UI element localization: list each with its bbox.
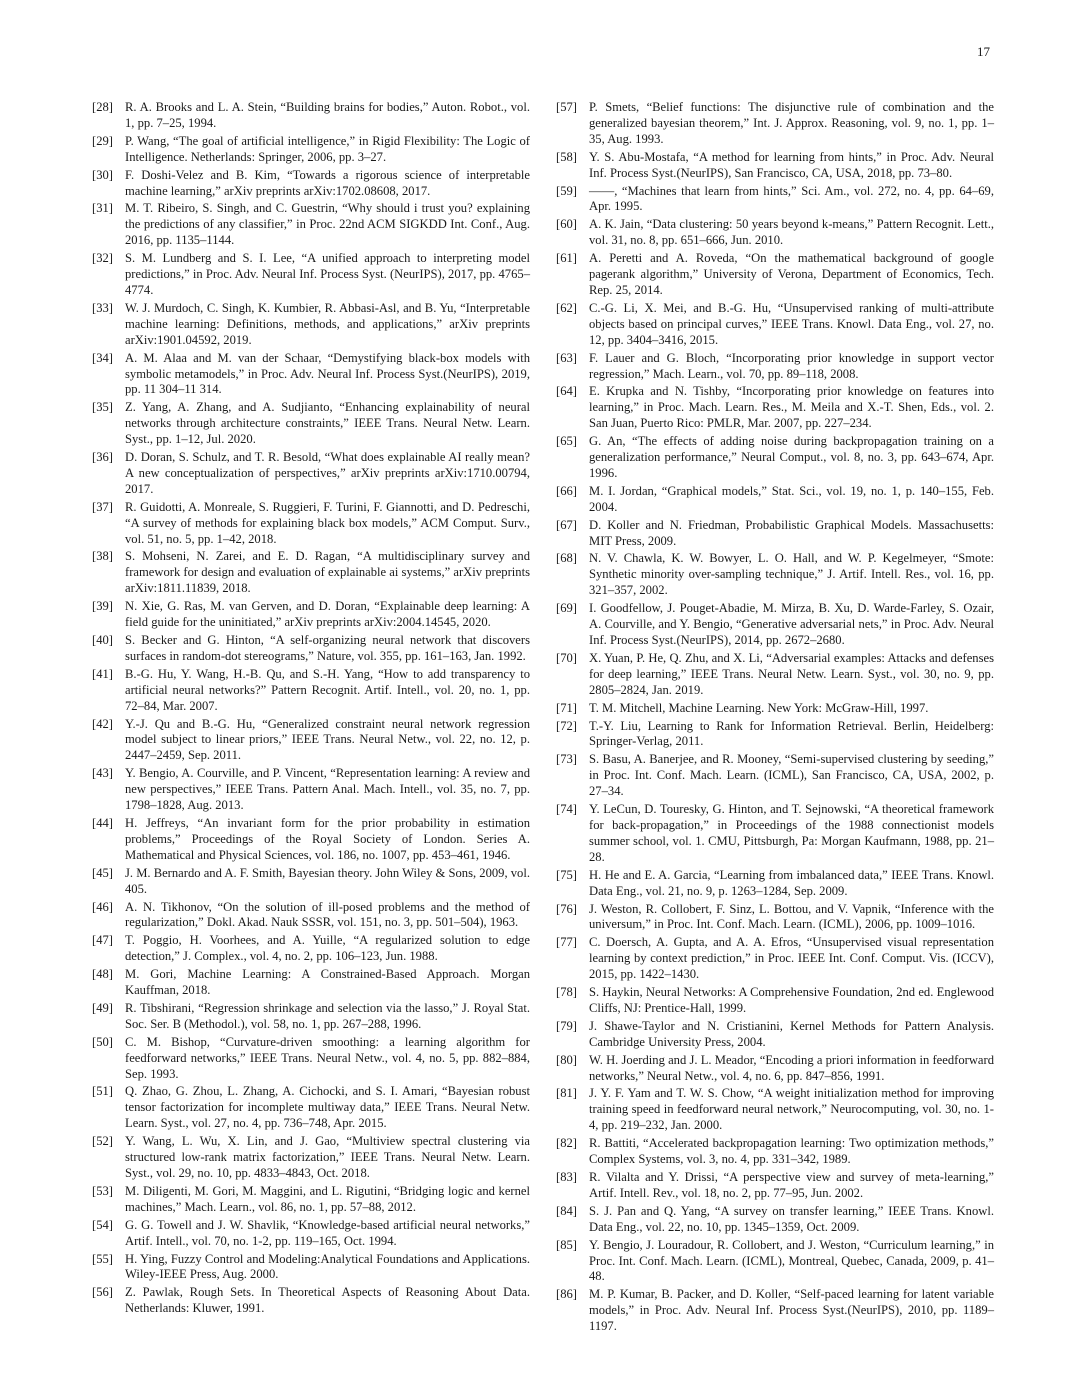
reference-number: [41] (92, 666, 113, 681)
reference-number: [73] (556, 752, 577, 767)
reference-number: [70] (556, 650, 577, 665)
reference-entry (92, 633, 530, 665)
reference-text: A. Peretti and A. Roveda, “On the mathematical background of google pagerank algorithm,” University of Verona, Department of Economics, Tech. Rep. 25, 2014. (589, 251, 994, 297)
reference-text: Z. Yang, A. Zhang, and A. Sudjianto, “Enhancing explainability of neural networks through architecture constraints,” IEEE Trans. Neural Netw. Learn. Syst., pp. 1–12, Jul. 2020. (125, 400, 530, 447)
reference-entry (92, 351, 530, 399)
reference-number: [44] (92, 815, 113, 830)
reference-text: R. Guidotti, A. Monreale, S. Ruggieri, F. Turini, F. Giannotti, and D. Pedreschi, “A survey of methods for explaining black box models,” ACM Comput. Surv., vol. 51, no. 5, pp. 1–42, 2018. (125, 499, 530, 546)
reference-text: G. An, “The effects of adding noise during backpropagation training on a generalization performance,” Neural Comput., vol. 8, no. 3, pp. 643–674, Apr. 1996. (589, 434, 994, 480)
reference-number: [62] (556, 300, 577, 315)
reference-text: T. M. Mitchell, Machine Learning. New York: McGraw-Hill, 1997. (589, 700, 929, 715)
reference-number: [40] (92, 633, 113, 647)
reference-text: H. Jeffreys, “An invariant form for the prior probability in estimation problems,” Proceedings of the Royal Society of London. Series A. Mathematical and Physical Sciences, vol. 186, no. 1007, pp. 453–461, 1946. (125, 815, 530, 862)
reference-text: N. Xie, G. Ras, M. van Gerven, and D. Doran, “Explainable deep learning: A field guide for the uninitiated,” arXiv preprints arXiv:2004.14545, 2020. (125, 599, 530, 630)
reference-text: R. Tibshirani, “Regression shrinkage and selection via the lasso,” J. Royal Stat. Soc. Ser. B (Methodol.), vol. 58, no. 1, pp. 267–288, 1996. (125, 1000, 530, 1031)
reference-entry (556, 1287, 994, 1335)
reference-text: C. Doersch, A. Gupta, and A. A. Efros, “Unsupervised visual representation learning by context prediction,” in Proc. IEEE Int. Conf. Comput. Vis. (ICCV), 2015, pp. 1422–1430. (589, 935, 994, 982)
reference-entry (92, 816, 530, 864)
reference-text: S. Haykin, Neural Networks: A Comprehensive Foundation, 2nd ed. Englewood Cliffs, NJ: Prentice-Hall, 1999. (589, 985, 994, 1015)
reference-text: R. Battiti, “Accelerated backpropagation learning: Two optimization methods,” Complex Systems, vol. 3, no. 4, pp. 331–342, 1989. (589, 1136, 994, 1167)
reference-text: W. H. Joerding and J. L. Meador, “Encoding a priori information in feedforward networks,” Neural Netw., vol. 4, no. 6, pp. 847–856, 1991. (589, 1052, 994, 1083)
reference-number: [86] (556, 1287, 577, 1302)
reference-text: R. A. Brooks and L. A. Stein, “Building brains for bodies,” Auton. Robot., vol. 1, pp. 7–25, 1994. (125, 100, 530, 130)
reference-entry (556, 184, 994, 216)
reference-number: [85] (556, 1237, 577, 1252)
reference-entry (92, 599, 530, 631)
reference-number: [58] (556, 149, 577, 164)
reference-number: [64] (556, 384, 577, 399)
reference-text: M. Diligenti, M. Gori, M. Maggini, and L. Rigutini, “Bridging logic and kernel machines,” Mach. Learn., vol. 86, no. 1, pp. 57–88, 2012. (125, 1183, 530, 1214)
reference-text: G. G. Towell and J. W. Shavlik, “Knowledge-based artificial neural networks,” Artif. Intell., vol. 70, no. 1-2, pp. 119–165, Oct. 1994. (125, 1217, 530, 1248)
reference-number: [49] (92, 1000, 113, 1015)
reference-entry (92, 100, 530, 132)
reference-entry (556, 551, 994, 599)
references-left-column (92, 100, 530, 1319)
reference-entry (92, 1134, 530, 1182)
reference-number: [47] (92, 933, 113, 948)
reference-text: M. T. Ribeiro, S. Singh, and C. Guestrin, “Why should i trust you? explaining the predictions of any classifier,” in Proc. 22nd ACM SIGKDD Int. Conf., Aug. 2016, pp. 1135–1144. (125, 201, 530, 248)
reference-text: H. He and E. A. Garcia, “Learning from imbalanced data,” IEEE Trans. Knowl. Data Eng., vol. 21, no. 9, p. 1263–1284, Sep. 2009. (589, 867, 994, 898)
reference-number: [71] (556, 700, 577, 715)
reference-number: [68] (556, 551, 577, 566)
reference-entry (556, 1170, 994, 1202)
reference-number: [28] (92, 100, 113, 114)
reference-text: M. P. Kumar, B. Packer, and D. Koller, “Self-paced learning for latent variable models,” in Proc. Adv. Neural Inf. Process Syst.(NeurIPS), 2010, pp. 1189–1197. (589, 1287, 994, 1334)
reference-entry (92, 900, 530, 932)
reference-entry (556, 985, 994, 1017)
reference-number: [32] (92, 251, 113, 266)
reference-entry (556, 719, 994, 751)
reference-entry (92, 450, 530, 498)
reference-entry (556, 434, 994, 482)
reference-entry (92, 201, 530, 249)
reference-text: M. I. Jordan, “Graphical models,” Stat. Sci., vol. 19, no. 1, p. 140–155, Feb. 2004. (589, 483, 994, 514)
reference-number: [36] (92, 450, 113, 465)
reference-entry (556, 1238, 994, 1286)
reference-text: R. Vilalta and Y. Drissi, “A perspective view and survey of meta-learning,” Artif. Intell. Rev., vol. 18, no. 2, pp. 77–95, Jun. 2002. (589, 1170, 994, 1200)
reference-number: [84] (556, 1203, 577, 1218)
reference-text: Y.-J. Qu and B.-G. Hu, “Generalized constraint neural network regression model subject to linear priors,” IEEE Trans. Neural Netw., vol. 22, no. 12, p. 2447–2459, Sep. 2011. (125, 716, 530, 763)
reference-entry (92, 168, 530, 200)
reference-entry (92, 400, 530, 448)
reference-number: [31] (92, 201, 113, 216)
page-number: 17 (977, 44, 990, 59)
reference-number: [66] (556, 483, 577, 498)
reference-number: [56] (92, 1285, 113, 1300)
reference-text: A. K. Jain, “Data clustering: 50 years beyond k-means,” Pattern Recognit. Lett., vol. 31, no. 8, pp. 651–666, Jun. 2010. (589, 217, 994, 248)
reference-text: H. Ying, Fuzzy Control and Modeling:Analytical Foundations and Applications. Wiley-IEEE Press, Aug. 2000. (125, 1251, 530, 1282)
reference-entry (556, 651, 994, 699)
reference-text: D. Koller and N. Friedman, Probabilistic Graphical Models. Massachusetts: MIT Press, 2009. (589, 517, 994, 548)
reference-entry (556, 484, 994, 516)
reference-entry (92, 1252, 530, 1284)
reference-entry (92, 766, 530, 814)
reference-number: [53] (92, 1183, 113, 1198)
reference-text: C. M. Bishop, “Curvature-driven smoothing: a learning algorithm for feedforward networks,” IEEE Trans. Neural Netw., vol. 4, no. 5, pp. 882–884, Sep. 1993. (125, 1034, 530, 1081)
reference-text: Y. Bengio, J. Louradour, R. Collobert, and J. Weston, “Curriculum learning,” in Proc. Int. Conf. Mach. Learn. (ICML), Montreal, Quebec, Canada, 2009, p. 41–48. (589, 1237, 994, 1284)
reference-entry (556, 351, 994, 383)
reference-entry (556, 802, 994, 866)
reference-text: A. N. Tikhonov, “On the solution of ill-posed problems and the method of regularization,” Dokl. Akad. Nauk SSSR, vol. 151, no. 3, pp. 501–504), 1963. (125, 899, 530, 930)
reference-number: [35] (92, 400, 113, 415)
reference-number: [78] (556, 985, 577, 1000)
reference-text: F. Lauer and G. Bloch, “Incorporating prior knowledge in support vector regression,” Mach. Learn., vol. 70, pp. 89–118, 2008. (589, 350, 994, 381)
reference-number: [39] (92, 599, 113, 614)
reference-text: I. Goodfellow, J. Pouget-Abadie, M. Mirza, B. Xu, D. Warde-Farley, S. Ozair, A. Courville, and Y. Bengio, “Generative adversarial nets,” in Proc. Adv. Neural Inf. Process Syst.(NeurIPS), 2014, pp. 2672–2680. (589, 601, 994, 647)
reference-entry (556, 150, 994, 182)
reference-number: [45] (92, 865, 113, 880)
reference-entry (92, 500, 530, 548)
reference-number: [51] (92, 1084, 113, 1099)
reference-number: [37] (92, 499, 113, 514)
reference-number: [63] (556, 350, 577, 365)
reference-entry (92, 549, 530, 597)
reference-text: Y. LeCun, D. Touresky, G. Hinton, and T. Sejnowski, “A theoretical framework for back-propagation,” in Proceedings of the 1988 connectionist models summer school, vol. 1. CMU, Pittsburgh, Pa: Morgan Kaufmann, 1988, pp. 21–28. (589, 802, 994, 864)
reference-entry (556, 1136, 994, 1168)
reference-text: T. Poggio, H. Voorhees, and A. Yuille, “A regularized solution to edge detection,” J. Complex., vol. 4, no. 2, pp. 106–123, Jun. 1988. (125, 933, 530, 964)
reference-entry (556, 701, 994, 717)
reference-text: S. J. Pan and Q. Yang, “A survey on transfer learning,” IEEE Trans. Knowl. Data Eng., vol. 22, no. 10, pp. 1345–1359, Oct. 2009. (589, 1203, 994, 1234)
reference-number: [34] (92, 350, 113, 365)
reference-number: [82] (556, 1136, 577, 1151)
reference-number: [43] (92, 766, 113, 781)
reference-number: [79] (556, 1018, 577, 1033)
reference-text: J. M. Bernardo and A. F. Smith, Bayesian theory. John Wiley & Sons, 2009, vol. 405. (125, 865, 530, 896)
reference-entry (556, 1019, 994, 1051)
reference-entry (556, 1053, 994, 1085)
reference-text: X. Yuan, P. He, Q. Zhu, and X. Li, “Adversarial examples: Attacks and defenses for deep learning,” IEEE Trans. Neural Netw. Learn. Syst., vol. 30, no. 9, pp. 2805–2824, Jan. 2019. (589, 650, 994, 697)
reference-text: W. J. Murdoch, C. Singh, K. Kumbier, R. Abbasi-Asl, and B. Yu, “Interpretable machine learning: Definitions, methods, and applications,” arXiv preprints arXiv:1901.04592, 2019. (125, 300, 530, 347)
reference-entry (92, 1035, 530, 1083)
reference-text: Y. Bengio, A. Courville, and P. Vincent, “Representation learning: A review and new perspectives,” IEEE Trans. Pattern Anal. Mach. Intell., vol. 35, no. 7, pp. 1798–1828, Aug. 2013. (125, 766, 530, 813)
reference-text: P. Smets, “Belief functions: The disjunctive rule of combination and the generalized bayesian theorem,” Int. J. Approx. Reasoning, vol. 9, no. 1, pp. 1–35, Aug. 1993. (589, 100, 994, 146)
reference-text: Z. Pawlak, Rough Sets. In Theoretical Aspects of Reasoning About Data. Netherlands: Kluwer, 1991. (125, 1285, 530, 1316)
reference-entry (92, 301, 530, 349)
reference-entry (556, 301, 994, 349)
reference-entry (556, 251, 994, 299)
reference-text: J. Shawe-Taylor and N. Cristianini, Kernel Methods for Pattern Analysis. Cambridge University Press, 2004. (589, 1018, 994, 1049)
reference-text: D. Doran, S. Schulz, and T. R. Besold, “What does explainable AI really mean? A new conceptualization of perspectives,” arXiv preprints arXiv:1710.00794, 2017. (125, 450, 530, 496)
reference-entry (556, 752, 994, 800)
reference-number: [75] (556, 867, 577, 882)
reference-text: S. M. Lundberg and S. I. Lee, “A unified approach to interpreting model predictions,” in Proc. Adv. Neural Inf. Process Syst. (NeurIPS), 2017, pp. 4765–4774. (125, 251, 530, 297)
references-right-column (556, 100, 994, 1337)
reference-entry (92, 1001, 530, 1033)
reference-entry (556, 868, 994, 900)
reference-entry (556, 1086, 994, 1134)
reference-entry (556, 384, 994, 432)
reference-entry (92, 1184, 530, 1216)
reference-number: [77] (556, 935, 577, 950)
reference-number: [69] (556, 601, 577, 616)
reference-number: [74] (556, 802, 577, 817)
reference-entry (556, 217, 994, 249)
reference-number: [67] (556, 517, 577, 532)
reference-text: Q. Zhao, G. Zhou, L. Zhang, A. Cichocki, and S. I. Amari, “Bayesian robust tensor factorization for incomplete multiway data,” IEEE Trans. Neural Netw. Learn. Syst., vol. 27, no. 4, pp. 736–748, Apr. 2015. (125, 1084, 530, 1131)
reference-number: [38] (92, 549, 113, 564)
reference-text: J. Weston, R. Collobert, F. Sinz, L. Bottou, and V. Vapnik, “Inference with the universum,” in Proc. Int. Conf. Mach. Learn. (ICML), 2006, pp. 1009–1016. (589, 901, 994, 932)
reference-entry (556, 601, 994, 649)
reference-entry (92, 717, 530, 765)
reference-text: B.-G. Hu, Y. Wang, H.-B. Qu, and S.-H. Yang, “How to add transparency to artificial neural networks?” Pattern Recognit. Artif. Intell., vol. 20, no. 1, pp. 72–84, Mar. 2007. (125, 666, 530, 713)
reference-number: [81] (556, 1086, 577, 1101)
reference-entry (92, 1285, 530, 1317)
reference-number: [83] (556, 1170, 577, 1184)
reference-entry (556, 100, 994, 148)
reference-entry (92, 251, 530, 299)
reference-text: N. V. Chawla, K. W. Bowyer, L. O. Hall, and W. P. Kegelmeyer, “Smote: Synthetic minority over-sampling technique,” J. Artif. Intell. Res., vol. 16, pp. 321–357, 2002. (589, 551, 994, 598)
reference-number: [80] (556, 1052, 577, 1067)
reference-entry (92, 667, 530, 715)
reference-number: [55] (92, 1251, 113, 1266)
reference-entry (556, 518, 994, 550)
reference-text: Y. S. Abu-Mostafa, “A method for learning from hints,” in Proc. Adv. Neural Inf. Process Syst.(NeurIPS), San Francisco, CA, USA, 2018, pp. 73–80. (589, 149, 994, 180)
reference-text: S. Becker and G. Hinton, “A self-organizing neural network that discovers surfaces in random-dot stereograms,” Nature, vol. 355, pp. 161–163, Jan. 1992. (125, 633, 530, 663)
reference-entry (92, 933, 530, 965)
reference-entry (92, 134, 530, 166)
reference-text: ——, “Machines that learn from hints,” Sci. Am., vol. 272, no. 4, pp. 64–69, Apr. 1995. (589, 183, 994, 214)
reference-text: C.-G. Li, X. Mei, and B.-G. Hu, “Unsupervised ranking of multi-attribute objects based on principal curves,” IEEE Trans. Knowl. Data Eng., vol. 27, no. 12, pp. 3404–3416, 2015. (589, 300, 994, 347)
reference-number: [48] (92, 967, 113, 982)
reference-number: [52] (92, 1134, 113, 1149)
reference-number: [60] (556, 217, 577, 232)
reference-entry (556, 1204, 994, 1236)
reference-entry (556, 902, 994, 934)
reference-text: P. Wang, “The goal of artificial intelligence,” in Rigid Flexibility: The Logic of Intelligence. Netherlands: Springer, 2006, pp. 3–27. (125, 133, 530, 164)
reference-text: J. Y. F. Yam and T. W. S. Chow, “A weight initialization method for improving training speed in feedforward neural network,” Neurocomputing, vol. 30, no. 1-4, pp. 219–232, Jan. 2000. (589, 1086, 994, 1133)
reference-entry (92, 1218, 530, 1250)
reference-text: E. Krupka and N. Tishby, “Incorporating prior knowledge on features into learning,” in Proc. Mach. Learn. Res., M. Meila and X.-T. Shen, Eds., vol. 2. San Juan, Puerto Rico: PMLR, Mar. 2007, pp. 227–234. (589, 384, 994, 431)
reference-number: [42] (92, 716, 113, 731)
reference-number: [76] (556, 901, 577, 916)
reference-number: [65] (556, 434, 577, 449)
reference-entry (556, 935, 994, 983)
reference-number: [61] (556, 251, 577, 266)
reference-text: A. M. Alaa and M. van der Schaar, “Demystifying black-box models with symbolic metamodels,” in Proc. Adv. Neural Inf. Process Syst.(NeurIPS), 2019, pp. 11 304–11 314. (125, 350, 530, 397)
reference-entry (92, 967, 530, 999)
reference-text: T.-Y. Liu, Learning to Rank for Information Retrieval. Berlin, Heidelberg: Springer-Verlag, 2011. (589, 718, 994, 749)
reference-number: [59] (556, 183, 577, 198)
reference-text: F. Doshi-Velez and B. Kim, “Towards a rigorous science of interpretable machine learning,” arXiv preprints arXiv:1702.08608, 2017. (125, 167, 530, 198)
reference-number: [29] (92, 133, 113, 148)
reference-number: [72] (556, 718, 577, 733)
reference-number: [57] (556, 100, 577, 114)
reference-number: [30] (92, 167, 113, 182)
reference-number: [46] (92, 899, 113, 914)
reference-entry (92, 866, 530, 898)
reference-number: [50] (92, 1034, 113, 1049)
reference-entry (92, 1084, 530, 1132)
reference-number: [54] (92, 1217, 113, 1232)
reference-text: S. Basu, A. Banerjee, and R. Mooney, “Semi-supervised clustering by seeding,” in Proc. Int. Conf. Mach. Learn. (ICML), San Francisco, CA, USA, 2002, p. 27–34. (589, 752, 994, 799)
reference-text: M. Gori, Machine Learning: A Constrained-Based Approach. Morgan Kauffman, 2018. (125, 967, 530, 998)
reference-text: S. Mohseni, N. Zarei, and E. D. Ragan, “A multidisciplinary survey and framework for design and evaluation of explainable ai systems,” arXiv preprints arXiv:1811.11839, 2018. (125, 549, 530, 596)
reference-number: [33] (92, 300, 113, 315)
reference-text: Y. Wang, L. Wu, X. Lin, and J. Gao, “Multiview spectral clustering via structured low-rank matrix factorization,” IEEE Trans. Neural Netw. Learn. Syst., vol. 29, no. 10, pp. 4833–4843, Oct. 2018. (125, 1134, 530, 1180)
